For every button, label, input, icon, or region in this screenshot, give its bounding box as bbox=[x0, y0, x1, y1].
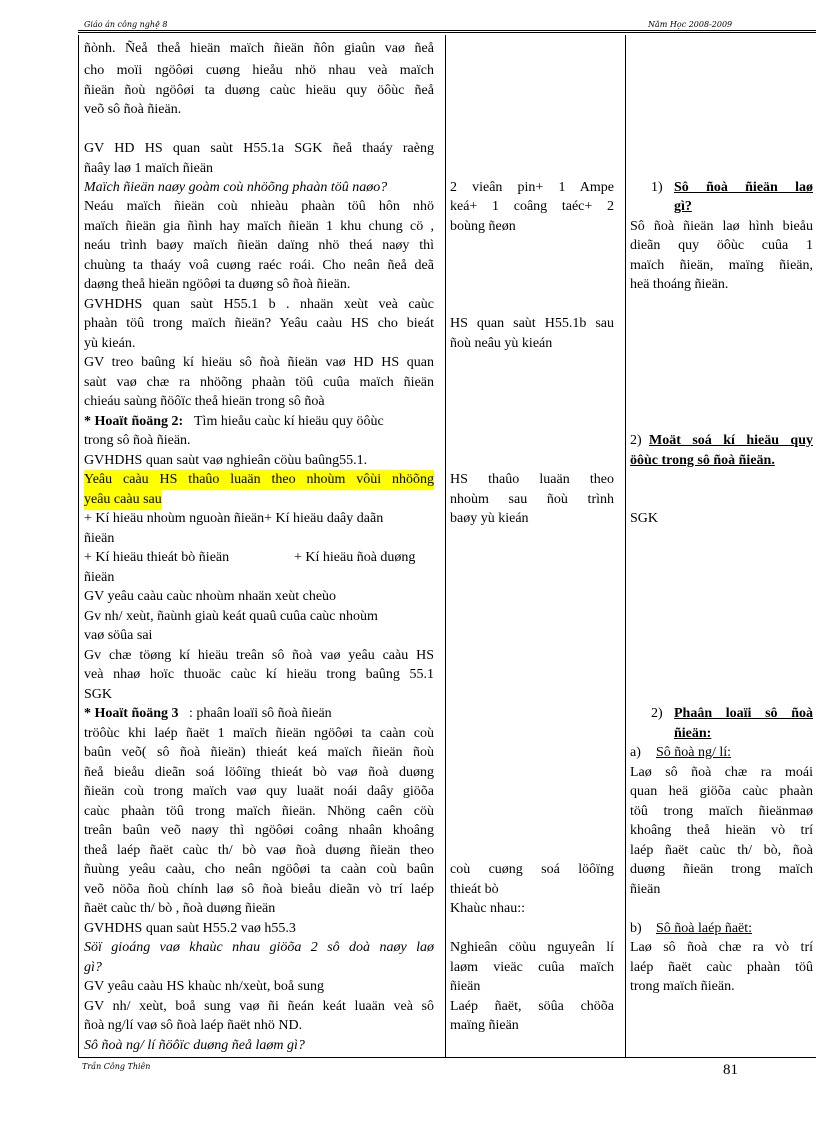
highlighted-line: Yeâu caàu HS thaûo luaän theo nhoùm vôùi nhöõng bbox=[84, 470, 434, 490]
col1-line: GV nh/ xeùt, boå sung vaø ñi ñeán keát luaän veà sô bbox=[84, 999, 434, 1014]
page-number: 81 bbox=[723, 1062, 738, 1078]
col1-line: phaàn töû trong maïch ñieän? Yeâu caàu HS cho bieát bbox=[84, 316, 434, 331]
col1-line: neáu trình baøy maïch ñieän daïng nhö theá naøy thì bbox=[84, 238, 434, 253]
col1-line: GV yeâu caàu caùc nhoùm nhaän xeùt cheùo bbox=[84, 589, 337, 604]
col1-line: ñaët caùc th/ bò , ñoà duøng ñieän bbox=[84, 901, 276, 916]
header-rule bbox=[78, 30, 816, 31]
col3-line: SGK bbox=[630, 511, 659, 526]
col1-line: ñoà ng/lí vaø sô ñoà laép ñaët nhö ND. bbox=[84, 1018, 303, 1033]
column-divider-2 bbox=[625, 35, 626, 1057]
section-1-number: 1) bbox=[651, 180, 663, 195]
section-3-title: Phaân loaïi sô ñoà bbox=[674, 706, 813, 721]
section-3-title-cont: ñieän: bbox=[674, 726, 712, 741]
col1-line: SGK bbox=[84, 687, 113, 702]
col1-question: Maïch ñieän naøy goàm coù nhöõng phaàn töû naøo? bbox=[84, 180, 388, 195]
col1-line: + Kí hieäu thieát bò ñieän bbox=[84, 550, 230, 565]
col3-line: Sô ñoà ñieän laø hình bieåu bbox=[630, 219, 813, 234]
col2-line: baøy yù kieán bbox=[450, 511, 529, 526]
col2-line: Laép ñaët, söûa chöõa bbox=[450, 999, 614, 1014]
col1-line: ñieän bbox=[84, 531, 115, 546]
activity-3-title: : phaân loaïi sô ñoà ñieän bbox=[189, 706, 332, 721]
highlighted-line: yeâu caàu sau bbox=[84, 490, 162, 510]
col1-line: theå laép ñaët caùc th/ bò vaø ñoà duøng ñieän theo bbox=[84, 843, 434, 858]
col1-line: ñieän bbox=[84, 570, 115, 585]
col1-line: Neáu maïch ñieän coù nhieàu phaàn töû hôn nhö bbox=[84, 199, 434, 214]
col2-line: boùng ñeøn bbox=[450, 219, 516, 234]
col1-line: + Kí hieäu nhoùm nguoàn ñieän+ Kí hieäu daây daãn bbox=[84, 511, 384, 526]
section-1-title: Sô ñoà ñieän laø bbox=[674, 180, 813, 195]
activity-2-heading: * Hoaït ñoäng 2: bbox=[84, 414, 184, 429]
subsection-a-letter: a) bbox=[630, 745, 641, 760]
col1-line: chieáu saùng ñöôïc theå hieän trong sô ñoà bbox=[84, 394, 325, 409]
col3-line: töû trong maïch ñieänmaø bbox=[630, 804, 813, 819]
col1-line: ñuùng yeâu caàu, cho neân ngöôøi ta caàn coù baûn bbox=[84, 862, 434, 877]
subsection-b-title: Sô ñoà laép ñaët: bbox=[656, 921, 753, 936]
col1-line: veà nhaø hoïc thuoäc caùc kí hieäu trong baûng 55.1 bbox=[84, 667, 434, 682]
col2-line: Khaùc nhau:: bbox=[450, 901, 526, 916]
header-left: Giáo án công nghệ 8 bbox=[84, 20, 168, 29]
col1-line: GVHDHS quan saùt H55.2 vaø h55.3 bbox=[84, 921, 296, 936]
subsection-b-letter: b) bbox=[630, 921, 642, 936]
col1-line: + Kí hieäu ñoà duøng bbox=[294, 550, 416, 565]
col2-line: HS quan saùt H55.1b sau bbox=[450, 316, 614, 331]
col3-line: trong maïch ñieän. bbox=[630, 979, 735, 994]
col1-line: vaø söûa sai bbox=[84, 628, 153, 643]
col1-question: Sô ñoà ng/ lí ñöôïc duøng ñeå laøm gì? bbox=[84, 1038, 305, 1053]
col3-line: laép ñaët caùc phaàn töû bbox=[630, 960, 813, 975]
col3-line: duøng ñieän trong maïch bbox=[630, 862, 813, 877]
col2-line: nhoùm sau ñoù trình bbox=[450, 492, 614, 507]
section-2-title-cont: öôùc trong sô ñoà ñieän. bbox=[630, 453, 775, 468]
activity-3-heading: * Hoaït ñoäng 3 bbox=[84, 706, 179, 721]
col1-line: ñieän ñoù ngöôøi ta duøng caùc hieäu quy öôùc ñeå bbox=[84, 83, 434, 98]
col2-line: maïng ñieän bbox=[450, 1018, 519, 1033]
col1-line: GV HD HS quan saùt H55.1a SGK ñeå thaáy raèng bbox=[84, 141, 434, 156]
col2-line: laøm vieäc cuûa maïch bbox=[450, 960, 614, 975]
activity-2-title: Tìm hieåu caùc kí hieäu quy öôùc bbox=[194, 414, 384, 429]
header-rule-double bbox=[78, 32, 816, 33]
col1-line: baûn veõ( sô ñoà ñieän) thieát keá maïch ñieän ñoù bbox=[84, 745, 434, 760]
section-3-number: 2) bbox=[651, 706, 663, 721]
col3-line: laép ñaët caùc th/ bò, ñoà bbox=[630, 843, 813, 858]
col1-line: ñeå bieåu dieãn soá löôïng thieát bò vaø ñoà duøng bbox=[84, 765, 434, 780]
section-2-number: 2) bbox=[630, 433, 642, 448]
col3-line: quan heä giöõa caùc phaàn bbox=[630, 784, 813, 799]
col1-line: treân baûn veõ naøy thì ngöôøi coâng nhaân khoâng bbox=[84, 823, 434, 838]
col1-question: gì? bbox=[84, 960, 102, 975]
section-2-title: Moät soá kí hieäu quy bbox=[649, 433, 813, 448]
col2-line: coù cuøng soá löôïng bbox=[450, 862, 614, 877]
col3-line: heä thoáng ñieän. bbox=[630, 277, 729, 292]
col1-line: saùt vaø chæ ra nhöõng phaàn töû cuûa maïch ñieän bbox=[84, 375, 434, 390]
col3-line: Laø sô ñoà chæ ra vò trí bbox=[630, 940, 813, 955]
col1-question: Söï gioáng vaø khaùc nhau giöõa 2 sô doà naøy laø bbox=[84, 940, 434, 955]
col2-line: ñieän bbox=[450, 979, 481, 994]
col1-line: tröôùc khi laép ñaët 1 maïch ñieän ngöôøi ta caàn coù bbox=[84, 726, 434, 741]
col1-line: GV yeâu caàu HS khaùc nh/xeùt, boå sung bbox=[84, 979, 325, 994]
col3-line: maïch ñieän, maïng ñieän, bbox=[630, 258, 813, 273]
col2-line: Nghieân cöùu nguyeân lí bbox=[450, 940, 614, 955]
col1-line: GVHDHS quan saùt vaø nghieân cöùu baûng55.1. bbox=[84, 453, 368, 468]
col1-line: veõ nöõa ñoù chính laø sô ñoà bieåu dieãn vò trí laép bbox=[84, 882, 434, 897]
col1-line: yù kieán. bbox=[84, 336, 136, 351]
col1-line: GVHDHS quan saùt H55.1 b . nhaän xeùt veà caùc bbox=[84, 297, 434, 312]
col2-line: 2 vieân pin+ 1 Ampe bbox=[450, 180, 614, 195]
col3-line: khoâng theå hieän vò trí bbox=[630, 823, 813, 838]
col2-line: ñoù neâu yù kieán bbox=[450, 336, 553, 351]
page-header bbox=[78, 14, 816, 34]
col1-line: ñieän coù trong maïch vaø quy luaät noái daây giöõa bbox=[84, 784, 434, 799]
footer-author: Trần Công Thiên bbox=[82, 1062, 151, 1071]
col1-line: daøng theå hieän ngöôøi ta duøng sô ñoà ñieän. bbox=[84, 277, 351, 292]
col1-line: trong sô ñoà ñieän. bbox=[84, 433, 191, 448]
col1-line: chuùng ta thaáy voâ cuøng raéc roái. Cho neân ñeå deã bbox=[84, 258, 434, 273]
col2-line: HS thaûo luaän theo bbox=[450, 472, 614, 487]
col1-line: ñaây laø 1 maïch ñieän bbox=[84, 161, 214, 176]
col3-line: Laø sô ñoà chæ ra moái bbox=[630, 765, 813, 780]
col1-line: ñònh. Ñeå theå hieän maïch ñieän ñôn giaûn vaø ñeå bbox=[84, 41, 434, 56]
header-right: Năm Học 2008-2009 bbox=[648, 20, 733, 29]
col1-line: GV treo baûng kí hieäu sô ñoà ñieän vaø HD HS quan bbox=[84, 355, 434, 370]
col2-line: keá+ 1 coâng taéc+ 2 bbox=[450, 199, 614, 214]
col1-line: Gv chæ töøng kí hieäu treân sô ñoà vaø yeâu caàu HS bbox=[84, 648, 434, 663]
col1-line: caùc phaàn töû trong maïch ñieän. Nhöng caên cöù bbox=[84, 804, 434, 819]
column-divider-1 bbox=[445, 35, 446, 1057]
section-1-title-cont: gì? bbox=[674, 199, 692, 214]
col3-line: dieãn quy öôùc cuûa 1 bbox=[630, 238, 813, 253]
col2-line: thieát bò bbox=[450, 882, 499, 897]
col1-line: Gv nh/ xeùt, ñaùnh giaù keát quaû cuûa caùc nhoùm bbox=[84, 609, 378, 624]
subsection-a-title: Sô ñoà ng/ lí: bbox=[656, 745, 732, 760]
col1-line: cho moïi ngöôøi cuøng hieåu nhö nhau veà maïch bbox=[84, 63, 434, 78]
col1-line: maïch ñieän gia ñình hay maïch ñieän 1 khu chung cö , bbox=[84, 219, 434, 234]
col1-line: veõ sô ñoà ñieän. bbox=[84, 102, 182, 117]
col3-line: ñieän bbox=[630, 882, 661, 897]
